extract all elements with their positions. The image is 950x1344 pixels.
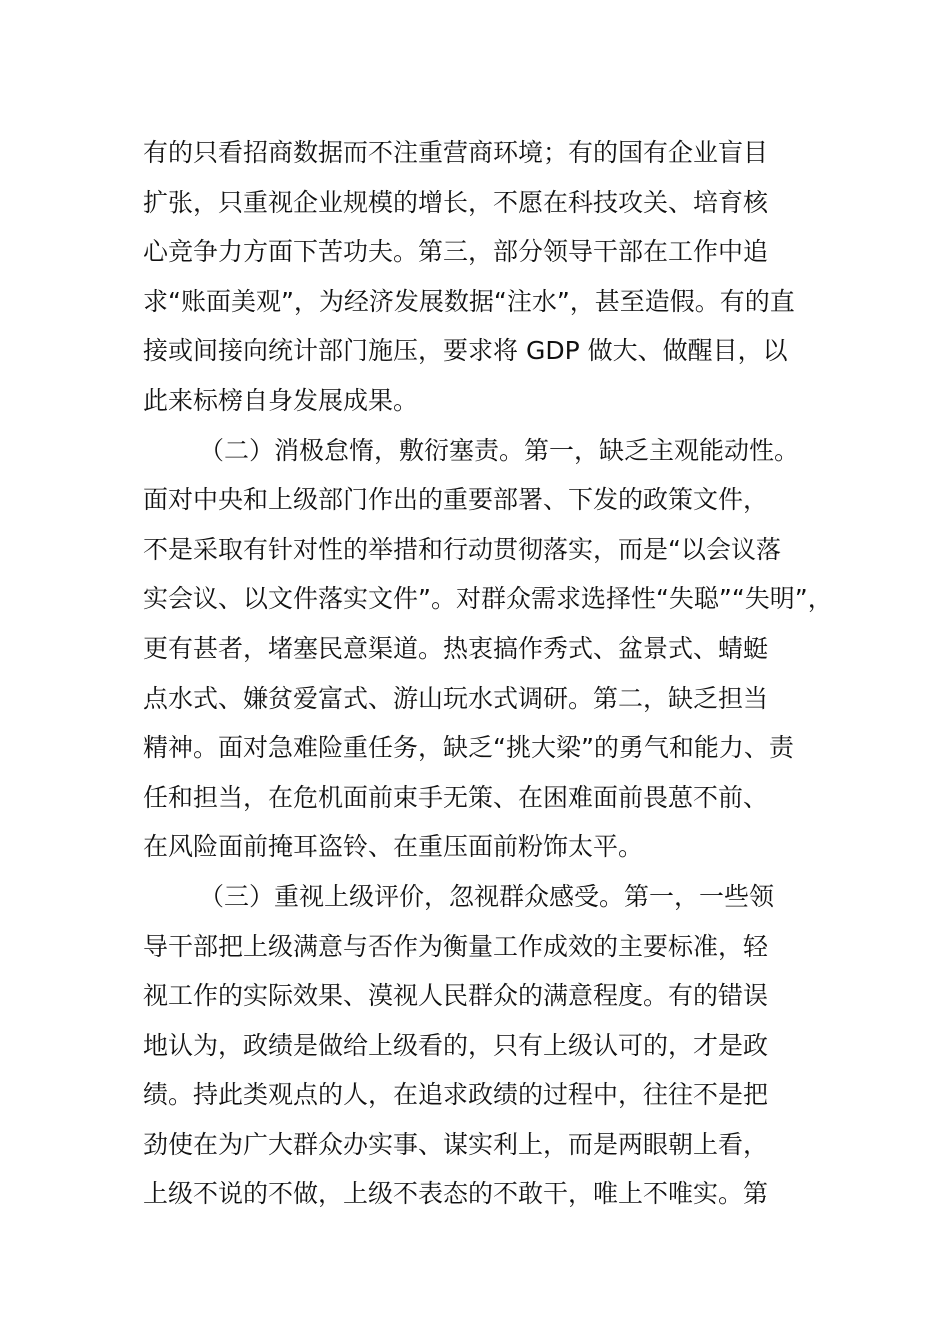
text-line: 有的只看招商数据而不注重营商环境；有的国有企业盲目 xyxy=(143,138,769,167)
text-line: 劲使在为广大群众办实事、谋实利上，而是两眼朝上看， xyxy=(143,1129,769,1159)
text-line: 上级不说的不做，上级不表态的不敢干，唯上不唯实。第 xyxy=(143,1179,769,1209)
paragraph-start-line: （三）重视上级评价，忽视群众感受。第一，一些领 xyxy=(199,881,775,911)
text-line: 求“账面美观”，为经济发展数据“注水”，甚至造假。有的直 xyxy=(143,286,795,316)
text-line: 绩。持此类观点的人，在追求政绩的过程中，往往不是把 xyxy=(143,1080,769,1110)
text-line: 接或间接向统计部门施压，要求将 GDP 做大、做醒目，以 xyxy=(143,336,788,366)
text-line: 更有甚者，堵塞民意渠道。热衷搞作秀式、盆景式、蜻蜓 xyxy=(143,633,769,663)
document-body xyxy=(143,128,833,1219)
text-line: 视工作的实际效果、漠视人民群众的满意程度。有的错误 xyxy=(143,981,769,1011)
text-line: 在风险面前掩耳盗铃、在重压面前粉饰太平。 xyxy=(143,832,644,862)
text-line: 地认为，政绩是做给上级看的，只有上级认可的，才是政 xyxy=(143,1030,769,1060)
text-line: 点水式、嫌贫爱富式、游山玩水式调研。第二，缺乏担当 xyxy=(143,683,769,713)
text-line: 实会议、以文件落实文件”。对群众需求选择性“失聪”“失明”， xyxy=(143,584,833,614)
text-line: 精神。面对急难险重任务，缺乏“挑大梁”的勇气和能力、责 xyxy=(143,733,794,763)
paragraph-start-line: （二）消极怠惰，敷衍塞责。第一，缺乏主观能动性。 xyxy=(199,435,800,465)
text-line: 此来标榜自身发展成果。 xyxy=(143,385,419,415)
text-line: 不是采取有针对性的举措和行动贯彻落实，而是“以会议落 xyxy=(143,534,781,564)
text-line: 心竞争力方面下苦功夫。第三，部分领导干部在工作中追 xyxy=(143,237,769,267)
text-line: 扩张，只重视企业规模的增长，不愿在科技攻关、培育核 xyxy=(143,187,769,217)
text-line: 任和担当，在危机面前束手无策、在困难面前畏葸不前、 xyxy=(143,782,769,812)
text-line: 面对中央和上级部门作出的重要部署、下发的政策文件， xyxy=(143,485,769,515)
text-line: 导干部把上级满意与否作为衡量工作成效的主要标准，轻 xyxy=(143,931,769,961)
